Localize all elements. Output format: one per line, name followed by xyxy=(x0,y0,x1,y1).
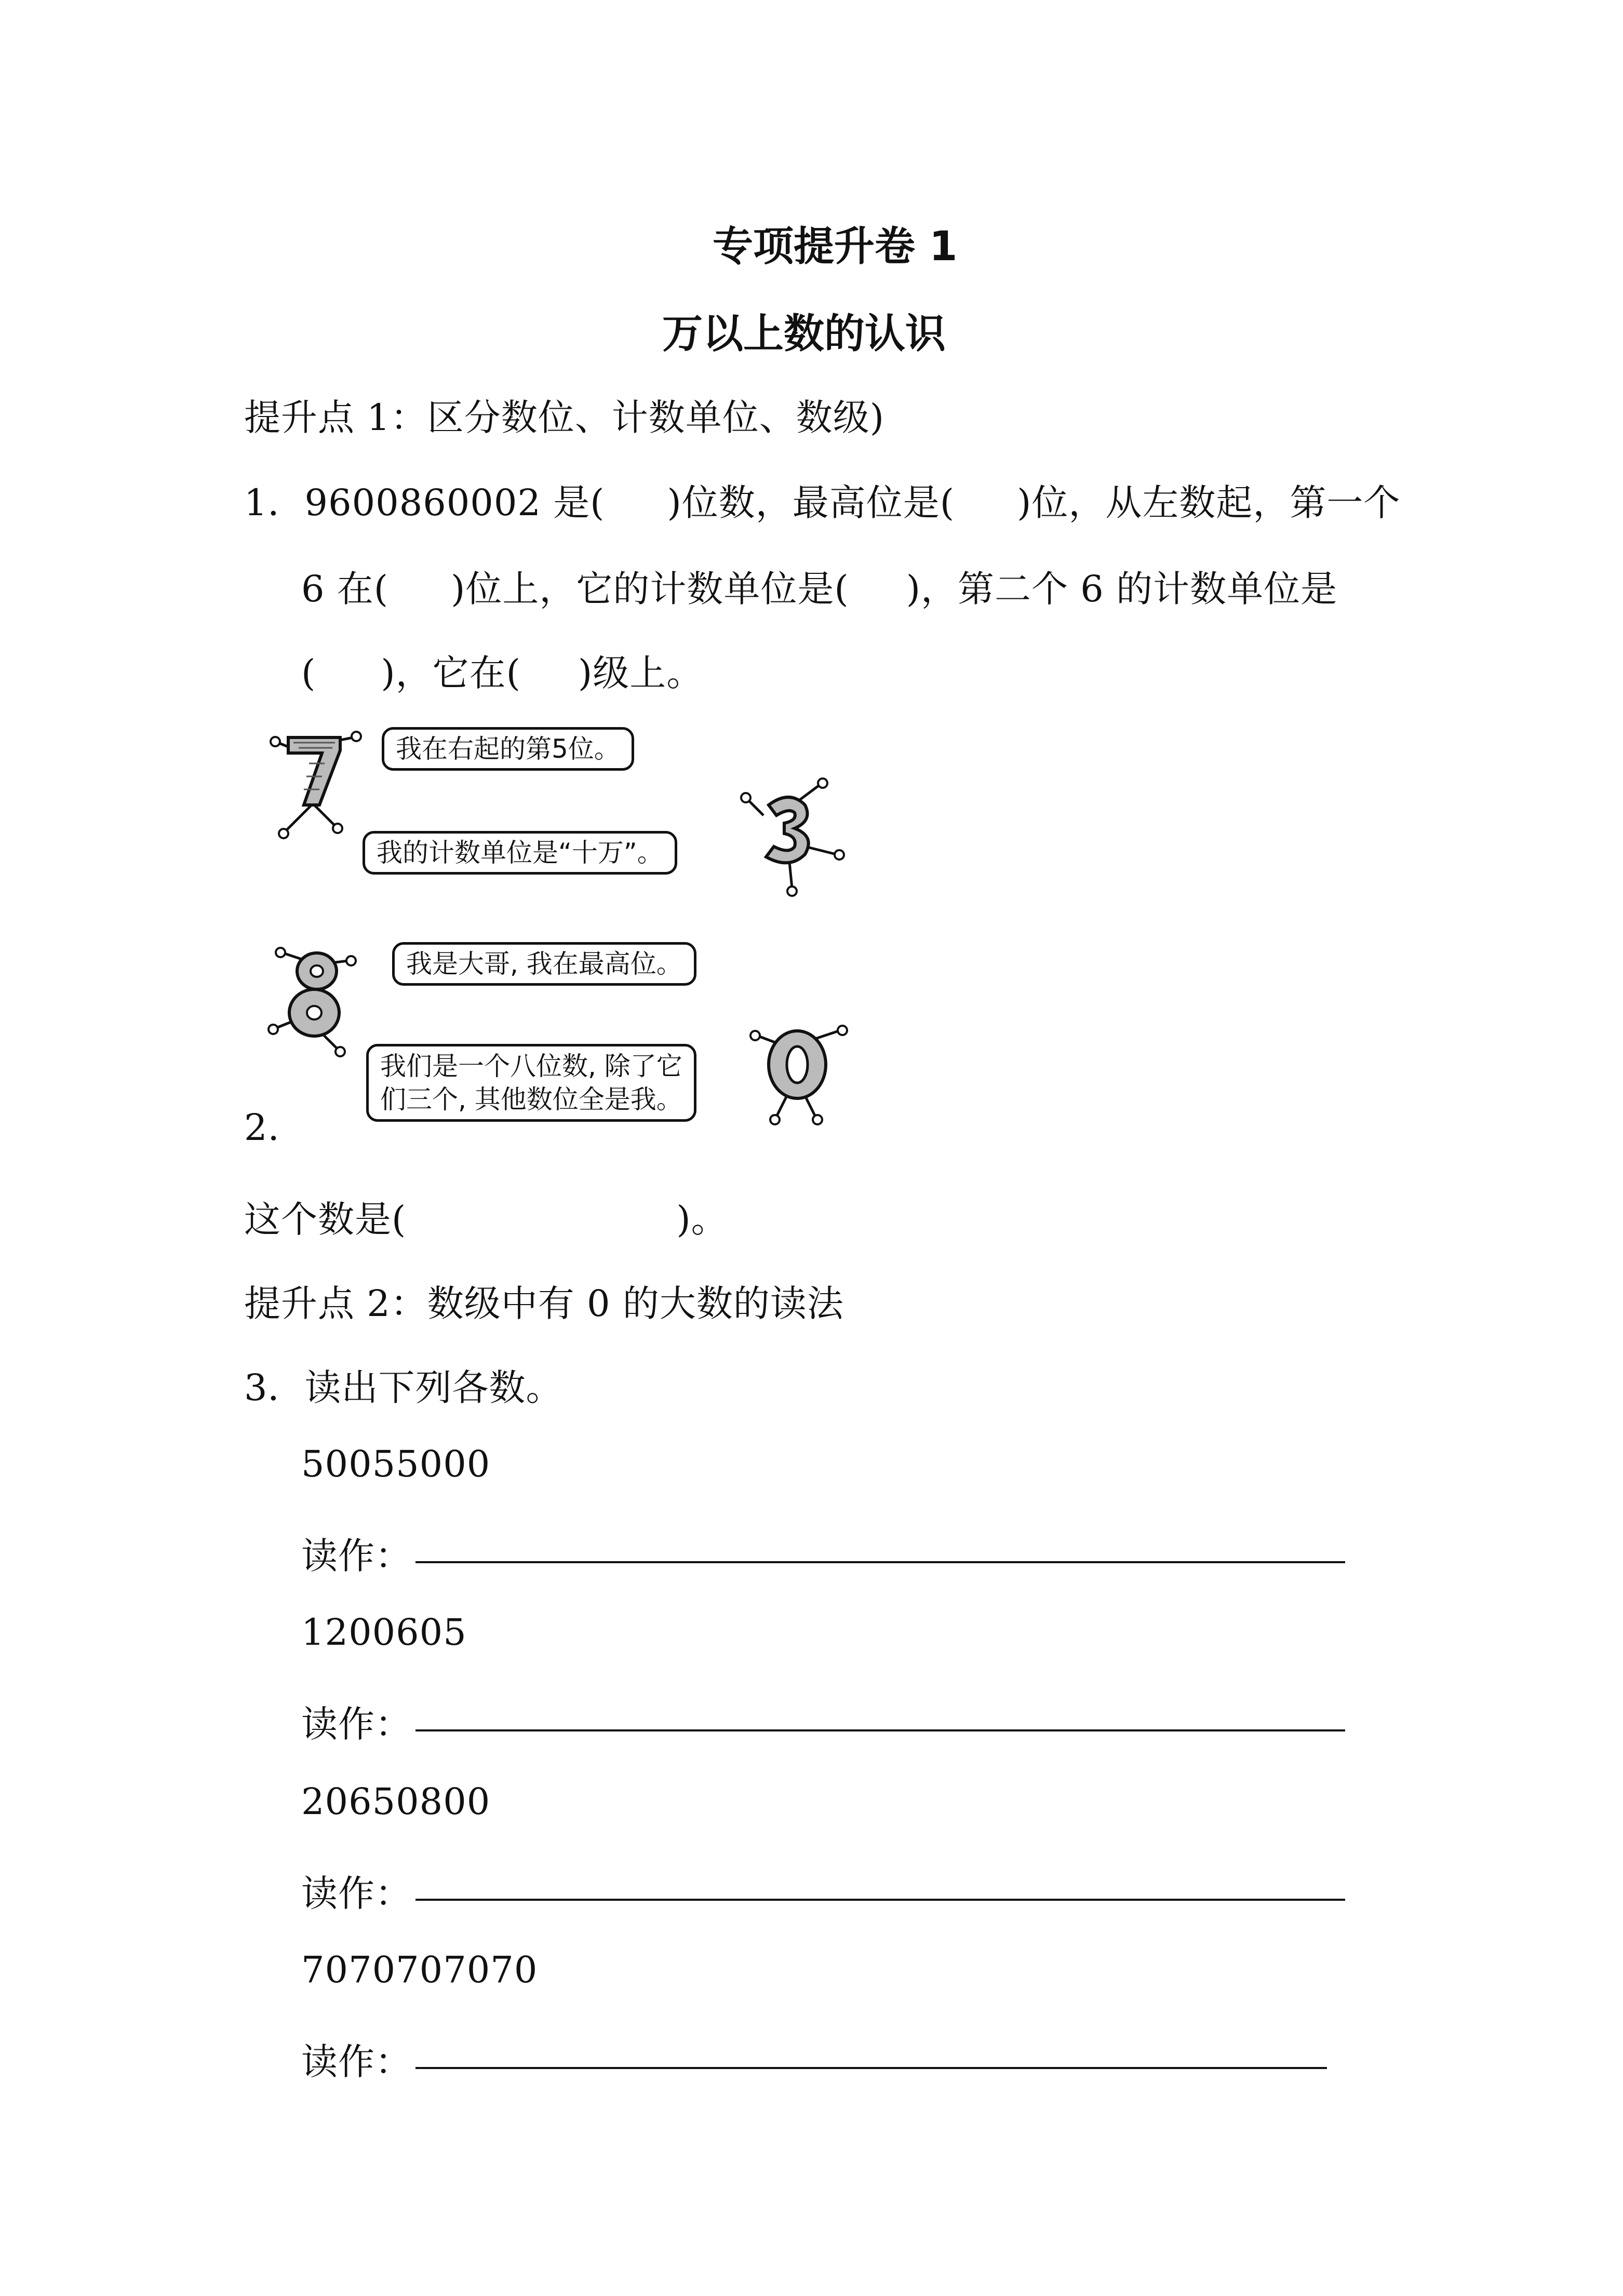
question-text: )级上。 xyxy=(578,652,704,694)
page-subtitle: 万以上数的认识 xyxy=(662,311,946,357)
question-text: )位数，最高位是( xyxy=(667,481,955,524)
digit-8-character-icon xyxy=(270,940,374,1059)
number-item: 50055000 xyxy=(301,1443,491,1485)
question-2-answer: 这个数是( )。 xyxy=(244,1198,728,1241)
speech-bubble-3: 我的计数单位是“十万”。 xyxy=(363,831,677,875)
question-text: ( xyxy=(301,652,316,694)
question-text: )位上，它的计数单位是( xyxy=(451,568,849,610)
digit-3-character-icon xyxy=(743,779,847,898)
question-text: 9600860002 是( xyxy=(304,481,605,524)
section-heading-1: 提升点 1：区分数位、计数单位、数级) xyxy=(244,396,885,439)
question-2-number: 2. xyxy=(244,1106,280,1149)
number-item: 1200605 xyxy=(301,1611,467,1654)
answer-line[interactable] xyxy=(415,2067,1327,2069)
page-title: 专项提升卷 1 xyxy=(713,223,958,270)
question-3-prompt: 3．读出下列各数。 xyxy=(244,1366,563,1409)
number-item: 7070707070 xyxy=(301,1949,538,1991)
speech-bubble-7: 我在右起的第5位。 xyxy=(382,727,634,771)
section-heading-2: 提升点 2：数级中有 0 的大数的读法 xyxy=(244,1282,844,1325)
question-text: )位，从左数起，第一个 xyxy=(1017,481,1401,524)
question-text: )，第二个 6 的计数单位是 xyxy=(906,568,1338,610)
digit-0-character-icon xyxy=(748,1023,857,1127)
question-number: 1． xyxy=(244,481,305,524)
question-1-line-1 xyxy=(244,474,1400,526)
question-text: 6 在( xyxy=(301,568,389,610)
speech-bubble-8: 我是大哥, 我在最高位。 xyxy=(392,942,696,986)
read-label: 读作： xyxy=(301,1535,412,1577)
answer-line[interactable] xyxy=(415,1729,1345,1731)
answer-line[interactable] xyxy=(415,1899,1345,1901)
question-1-line-3 xyxy=(301,644,703,696)
read-label: 读作： xyxy=(301,2040,412,2083)
read-label: 读作： xyxy=(301,1872,412,1915)
digit-7-character-icon xyxy=(270,727,374,847)
read-label: 读作： xyxy=(301,1703,412,1746)
question-1-line-2 xyxy=(301,560,1337,612)
answer-line[interactable] xyxy=(415,1561,1345,1563)
number-item: 20650800 xyxy=(301,1780,491,1823)
question-text: )，它在( xyxy=(381,652,521,694)
speech-bubble-0: 我们是一个八位数, 除了它 们三个, 其他数位全是我。 xyxy=(366,1044,696,1122)
